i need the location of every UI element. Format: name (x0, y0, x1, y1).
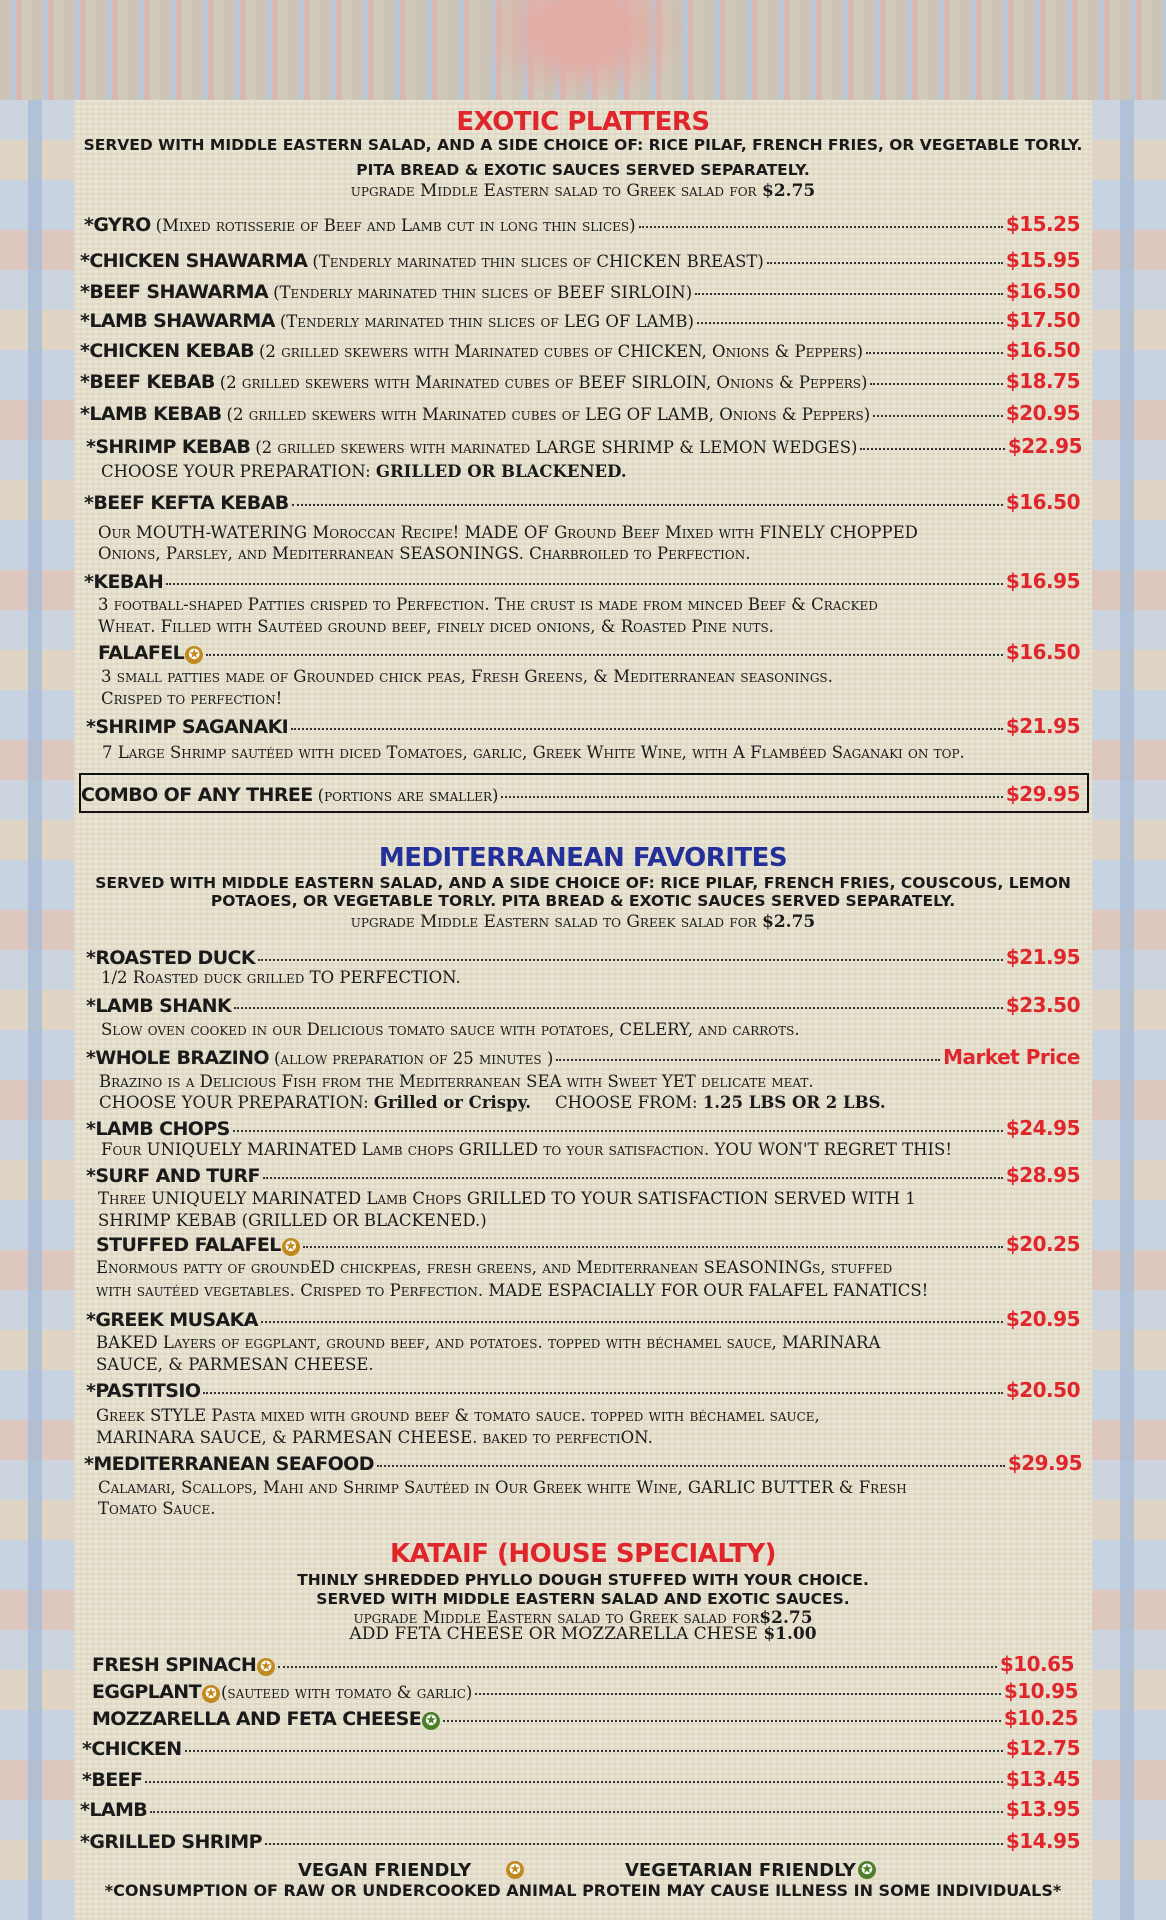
favorites-pita-line: POTAOES, OR VEGETABLE TORLY. PITA BREAD & EXOTIC SAUCES SERVED SEPARATELY. (210, 892, 956, 910)
item-note: (Mixed rotisserie of Beef and Lamb cut in long thin slices) (155, 216, 636, 235)
pastitsio-description-2: MARINARA SAUCE, & PARMESAN CHEESE. baked to perfectiON. (96, 1428, 653, 1447)
item-name: *GRILLED SHRIMP (80, 1831, 262, 1853)
menu-item-kebah (84, 569, 1080, 593)
item-name: EGGPLANT (92, 1681, 201, 1703)
size-options: 1.25 LBS OR 2 LBS. (702, 1093, 886, 1112)
kefta-description-1: Our MOUTH-WATERING Moroccan Recipe! MADE OF Ground Beef Mixed with FINELY CHOPPED (98, 523, 918, 542)
menu-item-roasted-duck (86, 945, 1080, 969)
platters-sides-line: SERVED WITH MIDDLE EASTERN SALAD, AND A SIDE CHOICE OF: RICE PILAF, FRENCH FRIES, OR VEGETABLE TORLY. (83, 136, 1083, 154)
seafood-description-1: Calamari, Scallops, Mahi and Shrimp Sautéed in Our Greek white Wine, GARLIC BUTTER & Fresh (98, 1478, 907, 1497)
menu-item-pastitsio (86, 1378, 1080, 1402)
item-name: *SHRIMP SAGANAKI (86, 716, 289, 738)
upgrade-price: $2.75 (759, 1608, 813, 1628)
upgrade-text: upgrade Middle Eastern salad to Greek salad for (350, 181, 762, 201)
item-price: $16.50 (1005, 640, 1080, 664)
item-name: FALAFEL (98, 642, 185, 664)
item-price: $13.45 (1005, 1767, 1080, 1791)
item-name: *PASTITSIO (86, 1380, 201, 1402)
item-name: *CHICKEN SHAWARMA (80, 250, 308, 272)
kataif-title: KATAIF (HOUSE SPECIALTY) (389, 1539, 777, 1569)
menu-item-lamb-kebab (80, 401, 1080, 425)
stuffed-falafel-description-2: with sautéed vegetables. Crisped to Perfection. MADE ESPACIALLY FOR OUR FALAFEL FANATICS! (96, 1281, 929, 1300)
dot-leader (443, 1720, 1001, 1722)
item-name: COMBO OF ANY THREE (81, 784, 313, 806)
item-note: (2 grilled skewers with Marinated cubes of LEG OF LAMB, Onions & Peppers) (226, 405, 871, 424)
menu-item-eggplant (92, 1679, 1078, 1703)
kataif-addon (0, 1626, 1166, 1643)
item-price: $20.95 (1005, 1307, 1080, 1331)
vegetarian-legend-label: VEGETARIAN FRIENDLY (625, 1860, 856, 1881)
shank-description: Slow oven cooked in our Delicious tomato sauce with potatoes, CELERY, and carrots. (101, 1020, 800, 1039)
item-price: $17.50 (1005, 308, 1080, 332)
dot-leader (870, 383, 1002, 385)
platters-upgrade (0, 183, 1166, 200)
menu-item-gyro (84, 212, 1080, 236)
item-name: *MEDITERRANEAN SEAFOOD (84, 1453, 374, 1475)
item-price: $14.95 (1005, 1829, 1080, 1853)
vegan-star-icon: ✪ (506, 1861, 524, 1879)
menu-item-shrimp-kebab (86, 434, 1082, 458)
item-price: $23.50 (1005, 993, 1080, 1017)
item-note: (2 grilled skewers with Marinated cubes of BEEF SIRLOIN, Onions & Peppers) (219, 373, 868, 392)
kataif-line-1: THINLY SHREDDED PHYLLO DOUGH STUFFED WITH YOUR CHOICE. (297, 1571, 869, 1589)
dot-leader (697, 322, 1003, 324)
item-price: $15.25 (1005, 212, 1080, 236)
item-name: MOZZARELLA AND FETA CHEESE (92, 1708, 422, 1730)
dot-leader (639, 226, 1003, 228)
menu-item-beef-kefta-kebab (84, 490, 1080, 514)
size-label: CHOOSE FROM: (555, 1093, 703, 1112)
upgrade-text: upgrade Middle Eastern salad to Greek salad for (350, 912, 762, 932)
menu-item-falafel (98, 640, 1080, 664)
item-name: STUFFED FALAFEL (96, 1234, 281, 1256)
kefta-description-2: Onions, Parsley, and Mediterranean SEASONINGS. Charbroiled to Perfection. (98, 544, 751, 563)
menu-item-surf-and-turf (86, 1163, 1080, 1187)
dot-leader (475, 1693, 1000, 1695)
dot-leader (377, 1465, 1005, 1467)
musaka-description-2: SAUCE, & PARMESAN CHEESE. (96, 1355, 374, 1374)
duck-description: 1/2 Roasted duck grilled TO PERFECTION. (101, 968, 461, 987)
dot-leader (233, 1130, 1003, 1132)
dot-leader (556, 1059, 940, 1061)
upgrade-price: $2.75 (762, 181, 816, 201)
item-name: *CHICKEN (82, 1738, 182, 1760)
addon-price: $1.00 (763, 1624, 817, 1644)
sun-motif (483, 0, 683, 100)
item-name: *BEEF KEFTA KEBAB (84, 492, 289, 514)
dot-leader (166, 583, 1003, 585)
item-price: Market Price (943, 1045, 1080, 1069)
surf-description-2: SHRIMP KEBAB (GRILLED OR BLACKENED.) (98, 1211, 487, 1230)
dot-leader (145, 1781, 1002, 1783)
item-name: FRESH SPINACH (92, 1654, 257, 1676)
platters-title: EXOTIC PLATTERS (456, 107, 710, 137)
vegan-star-icon: ✪ (282, 1238, 300, 1256)
item-note: (Tenderly marinated thin slices of CHICKEN BREAST) (312, 252, 764, 271)
item-price: $10.25 (1003, 1706, 1078, 1730)
item-price: $22.95 (1007, 434, 1082, 458)
item-name: *LAMB SHANK (86, 995, 232, 1017)
menu-item-fresh-spinach (92, 1652, 1074, 1676)
menu-item-beef-shawarma (80, 279, 1080, 303)
menu-item-greek-musaka (86, 1307, 1080, 1331)
item-price: $10.65 (999, 1652, 1074, 1676)
item-name: *BEEF (82, 1769, 143, 1791)
brazino-description: Brazino is a Delicious Fish from the Mediterranean SEA with Sweet YET delicate meat. (99, 1072, 814, 1091)
item-name: *SURF AND TURF (86, 1165, 260, 1187)
item-price: $15.95 (1005, 248, 1080, 272)
dot-leader (866, 352, 1003, 354)
dot-leader (265, 1843, 1003, 1845)
item-price: $29.95 (1005, 782, 1080, 806)
brazino-preparation (99, 1092, 886, 1113)
menu-item-chicken-kebab (80, 338, 1080, 362)
menu-item-lamb-chops (86, 1116, 1080, 1140)
decorative-top-banner (0, 0, 1166, 100)
upgrade-text: upgrade Middle Eastern salad to Greek salad for (353, 1608, 760, 1628)
pastitsio-description-1: Greek STYLE Pasta mixed with ground beef & tomato sauce. topped with béchamel sauce, (96, 1406, 820, 1425)
surf-description-1: Three UNIQUELY MARINATED Lamb Chops GRILLED TO YOUR SATISFACTION SERVED WITH 1 (98, 1189, 916, 1208)
dot-leader (150, 1811, 1003, 1813)
menu-item-stuffed-falafel (96, 1232, 1080, 1256)
dot-leader (767, 262, 1003, 264)
favorites-upgrade (0, 914, 1166, 931)
vegan-legend-label: VEGAN FRIENDLY (298, 1860, 472, 1881)
item-name: *CHICKEN KEBAB (80, 340, 254, 362)
prep-label: CHOOSE YOUR PREPARATION: (101, 462, 376, 481)
item-price: $16.50 (1005, 490, 1080, 514)
item-name: *ROASTED DUCK (86, 947, 255, 969)
item-note: (allow preparation of 25 minutes ) (273, 1049, 554, 1068)
seafood-description-2: Tomato Sauce. (98, 1499, 216, 1518)
item-name: *GYRO (84, 214, 151, 236)
item-price: $20.25 (1005, 1232, 1080, 1256)
item-note: (portions are smaller) (317, 786, 499, 805)
border-stripe (1120, 100, 1134, 1920)
platters-pita-line: PITA BREAD & EXOTIC SAUCES SERVED SEPARATELY. (356, 161, 810, 179)
stuffed-falafel-description-1: Enormous patty of groundED chickpeas, fresh greens, and Mediterranean SEASONINGs, stuffed (96, 1258, 893, 1277)
kebah-description-1: 3 football-shaped Patties crisped to Perfection. The crust is made from minced Beef & Cracked (98, 595, 878, 614)
item-note: (Tenderly marinated thin slices of LEG OF LAMB) (279, 312, 694, 331)
vegan-star-icon: ✪ (202, 1685, 220, 1703)
dot-leader (203, 1392, 1002, 1394)
menu-item-chicken-shawarma (80, 248, 1080, 272)
item-name: *LAMB (80, 1799, 148, 1821)
item-name: *KEBAH (84, 571, 164, 593)
vegan-star-icon: ✪ (257, 1658, 275, 1676)
item-name: *LAMB CHOPS (86, 1118, 230, 1140)
item-price: $10.95 (1003, 1679, 1078, 1703)
item-note: (2 grilled skewers with Marinated cubes of CHICKEN, Onions & Peppers) (258, 342, 864, 361)
addon-text: ADD FETA CHEESE OR MOZZARELLA CHESE (349, 1624, 764, 1644)
vegetarian-star-icon: ✪ (858, 1861, 876, 1879)
prep-options: GRILLED OR BLACKENED. (375, 462, 627, 481)
item-price: $21.95 (1005, 945, 1080, 969)
menu-item-shrimp-saganaki (86, 714, 1080, 738)
falafel-description-2: Crisped to perfection! (101, 689, 283, 708)
dot-leader (278, 1666, 997, 1668)
vegetarian-star-icon: ✪ (422, 1712, 440, 1730)
item-price: $24.95 (1005, 1116, 1080, 1140)
raw-food-warning: *CONSUMPTION OF RAW OR UNDERCOOKED ANIMAL PROTEIN MAY CAUSE ILLNESS IN SOME INDIVIDUALS* (104, 1881, 1062, 1900)
dot-leader (261, 1321, 1003, 1323)
item-price: $29.95 (1007, 1451, 1082, 1475)
favorites-title: MEDITERRANEAN FAVORITES (378, 843, 788, 873)
item-price: $20.95 (1005, 401, 1080, 425)
item-price: $21.95 (1005, 714, 1080, 738)
menu-item-whole-brazino (86, 1045, 1080, 1069)
menu-item-kataif-grilled-shrimp (80, 1829, 1080, 1853)
menu-item-kataif-chicken (82, 1736, 1080, 1760)
item-price: $16.95 (1005, 569, 1080, 593)
item-price: $18.75 (1005, 369, 1080, 393)
item-name: *GREEK MUSAKA (86, 1309, 258, 1331)
menu-item-beef-kebab (80, 369, 1080, 393)
chops-description: Four UNIQUELY MARINATED Lamb chops GRILLED to your satisfaction. YOU WON'T REGRET THIS! (101, 1140, 952, 1159)
menu-item-kataif-beef (82, 1767, 1080, 1791)
dot-leader (695, 293, 1003, 295)
dot-leader (303, 1246, 1003, 1248)
item-price: $16.50 (1005, 338, 1080, 362)
prep-label: CHOOSE YOUR PREPARATION: (99, 1093, 374, 1112)
decorative-right-border (1092, 100, 1166, 1920)
menu-item-mozzarella-feta (92, 1706, 1078, 1730)
item-price: $16.50 (1005, 279, 1080, 303)
item-note: (sauteed with tomato & garlic) (220, 1683, 473, 1702)
menu-item-mediterranean-seafood (84, 1451, 1082, 1475)
dot-leader (234, 1007, 1003, 1009)
item-note: (2 grilled skewers with marinated LARGE SHRIMP & LEMON WEDGES) (255, 438, 858, 457)
item-name: *BEEF SHAWARMA (80, 281, 269, 303)
kataif-line-2: SERVED WITH MIDDLE EASTERN SALAD AND EXOTIC SAUCES. (316, 1590, 850, 1608)
item-price: $12.75 (1005, 1736, 1080, 1760)
dot-leader (873, 415, 1003, 417)
item-price: $13.95 (1005, 1797, 1080, 1821)
dot-leader (860, 448, 1004, 450)
prep-options: Grilled or Crispy. (373, 1093, 532, 1112)
item-name: *LAMB SHAWARMA (80, 310, 275, 332)
item-price: $20.50 (1005, 1378, 1080, 1402)
falafel-description-1: 3 small patties made of Grounded chick peas, Fresh Greens, & Mediterranean seasonings. (101, 667, 833, 686)
musaka-description-1: BAKED Layers of eggplant, ground beef, and potatoes. topped with béchamel sauce, MARINARA (96, 1333, 881, 1352)
dot-leader (501, 796, 1002, 798)
menu-item-combo (81, 782, 1080, 806)
item-name: *SHRIMP KEBAB (86, 436, 251, 458)
dot-leader (291, 728, 1003, 730)
border-stripe (28, 100, 42, 1920)
item-price: $28.95 (1005, 1163, 1080, 1187)
dot-leader (263, 1177, 1003, 1179)
saganaki-description: 7 Large Shrimp sautéed with diced Tomatoes, garlic, Greek White Wine, with A Flambéed Saganaki on top. (102, 743, 965, 762)
dot-leader (206, 654, 1003, 656)
item-name: *WHOLE BRAZINO (86, 1047, 269, 1069)
item-note: (Tenderly marinated thin slices of BEEF SIRLOIN) (273, 283, 693, 302)
dot-leader (258, 959, 1003, 961)
dot-leader (292, 504, 1003, 506)
kebah-description-2: Wheat. Filled with Sautéed ground beef, finely diced onions, & Roasted Pine nuts. (98, 617, 774, 636)
menu-item-kataif-lamb (80, 1797, 1080, 1821)
shrimp-kebab-preparation (101, 461, 627, 482)
dot-leader (185, 1750, 1003, 1752)
item-name: *BEEF KEBAB (80, 371, 215, 393)
vegan-star-icon: ✪ (185, 646, 203, 664)
favorites-sides-line: SERVED WITH MIDDLE EASTERN SALAD, AND A SIDE CHOICE OF: RICE PILAF, FRENCH FRIES, COUSCOUS, LEMON (95, 874, 1071, 892)
decorative-left-border (0, 100, 74, 1920)
item-name: *LAMB KEBAB (80, 403, 222, 425)
upgrade-price: $2.75 (762, 912, 816, 932)
menu-item-lamb-shank (86, 993, 1080, 1017)
menu-item-lamb-shawarma (80, 308, 1080, 332)
